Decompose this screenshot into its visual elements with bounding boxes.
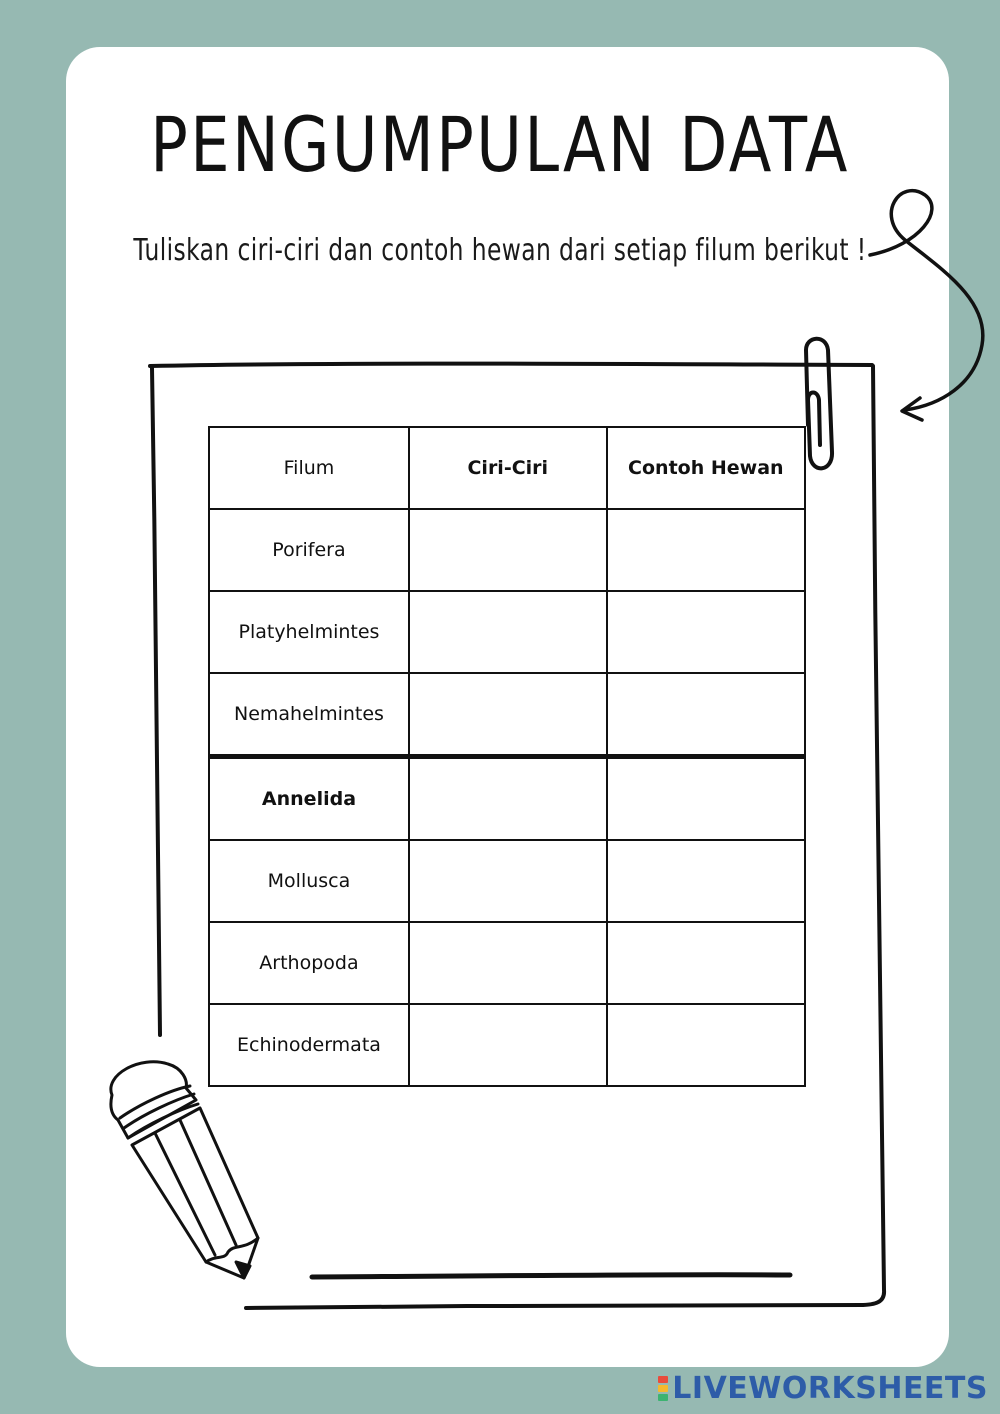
contoh-cell[interactable] <box>607 922 805 1004</box>
table-row <box>209 509 805 591</box>
ciri-cell[interactable] <box>409 757 607 841</box>
curly-arrow-icon <box>870 191 983 410</box>
contoh-cell[interactable] <box>607 1004 805 1086</box>
filum-cell: Platyhelmintes <box>209 591 409 673</box>
logo-mark-icon <box>658 1375 668 1402</box>
contoh-cell[interactable] <box>607 673 805 757</box>
filum-cell: Mollusca <box>209 840 409 922</box>
contoh-cell[interactable] <box>607 591 805 673</box>
liveworksheets-logo <box>658 1371 988 1406</box>
header-ciri-ciri: Ciri-Ciri <box>409 427 607 509</box>
pencil-icon <box>111 1062 258 1278</box>
page-title: PENGUMPULAN DATA <box>150 100 850 189</box>
filum-cell: Nemahelmintes <box>209 673 409 757</box>
table-row <box>209 757 805 841</box>
contoh-cell[interactable] <box>607 509 805 591</box>
ciri-cell[interactable] <box>409 1004 607 1086</box>
frame-right-line <box>860 366 884 1305</box>
frame-left-line <box>152 368 160 1035</box>
table-row <box>209 840 805 922</box>
ciri-cell[interactable] <box>409 840 607 922</box>
contoh-cell[interactable] <box>607 757 805 841</box>
header-filum: Filum <box>209 427 409 509</box>
table-row <box>209 591 805 673</box>
frame-bottom-inner-line <box>312 1275 790 1277</box>
ciri-cell[interactable] <box>409 591 607 673</box>
instruction-text: Tuliskan ciri-ciri dan contoh hewan dari setiap filum berikut ! <box>133 233 867 268</box>
ciri-cell[interactable] <box>409 673 607 757</box>
filum-cell: Arthopoda <box>209 922 409 1004</box>
filum-table <box>208 426 806 1087</box>
ciri-cell[interactable] <box>409 922 607 1004</box>
header-contoh-hewan: Contoh Hewan <box>607 427 805 509</box>
frame-top-line <box>150 364 872 366</box>
paper-clip-icon <box>806 339 832 469</box>
table-header-row <box>209 427 805 509</box>
logo-text: LIVEWORKSHEETS <box>672 1371 988 1406</box>
filum-cell: Annelida <box>209 757 409 841</box>
filum-cell: Echinodermata <box>209 1004 409 1086</box>
frame-bottom-line <box>246 1305 862 1308</box>
table-row <box>209 1004 805 1086</box>
filum-cell: Porifera <box>209 509 409 591</box>
table-row <box>209 922 805 1004</box>
ciri-cell[interactable] <box>409 509 607 591</box>
table-row <box>209 673 805 757</box>
contoh-cell[interactable] <box>607 840 805 922</box>
